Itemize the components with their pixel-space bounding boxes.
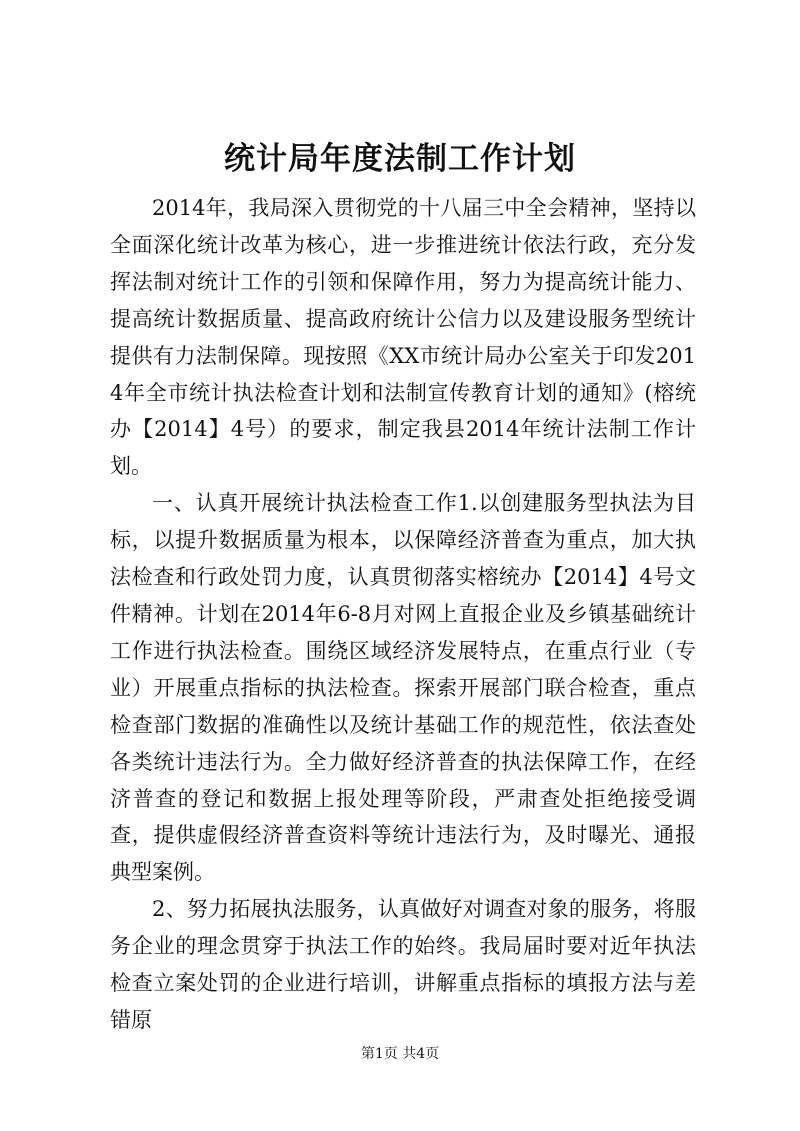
- paragraph-section-2: 2、努力拓展执法服务，认真做好对调查对象的服务，将服务企业的理念贯穿于执法工作的始终。我局届时要对近年执法检查立案处罚的企业进行培训，讲解重点指标的填报方法与差错原: [110, 897, 696, 1032]
- page-footer: 第1页 共4页: [360, 1046, 440, 1062]
- paragraph-section-1: 一、认真开展统计执法检查工作1.以创建服务型执法为目标，以提升数据质量为根本，以保障经济普查为重点，加大执法检查和行政处罚力度，认真贯彻落实榕统办【2014】4号文件精神。计划在2014年6-8月对网上直报企业及乡镇基础统计工作进行执法检查。围绕区域经济发展特点，在重点行业（专业）开展重点指标的执法检查。探索开展部门联合检查，重点检查部门数据的准确性以及统计基础工作的规范性，依法查处各类统计违法行为。全力做好经济普查的执法保障工作，在经济普查的登记和数据上报处理等阶段，严肃查处拒绝接受调查，提供虚假经济普查资料等统计违法行为，及时曝光、通报典型案例。: [110, 491, 696, 885]
- paragraph-intro: 2014年，我局深入贯彻党的十八届三中全会精神，坚持以全面深化统计改革为核心，进一步推进统计依法行政，充分发挥法制对统计工作的引领和保障作用，努力为提高统计能力、提高统计数据质量、提高政府统计公信力以及建设服务型统计提供有力法制保障。现按照《XX市统计局办公室关于印发2014年全市统计执法检查计划和法制宣传教育计划的通知》(榕统办【2014】4号）的要求，制定我县2014年统计法制工作计划。: [110, 196, 696, 479]
- document-title: 统计局年度法制工作计划: [224, 141, 576, 177]
- document-body: [110, 190, 696, 1039]
